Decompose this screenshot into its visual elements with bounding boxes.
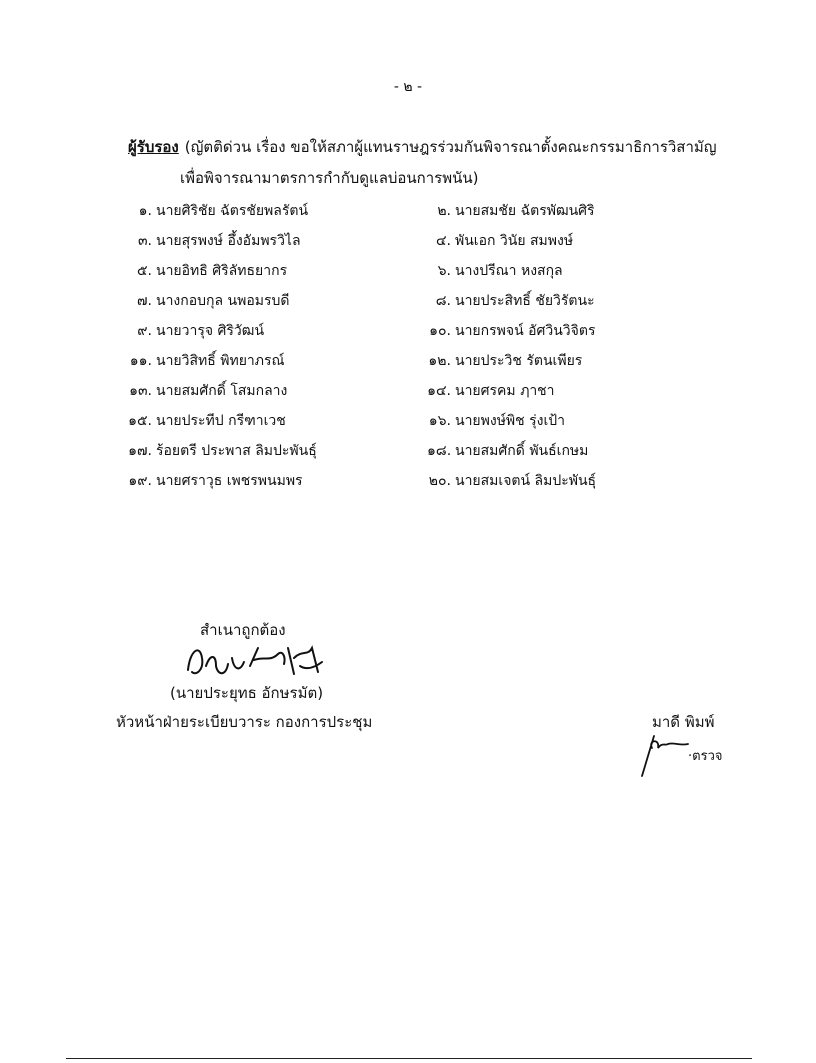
checked-text: ตรวจ — [692, 749, 723, 764]
signatory-row — [124, 196, 317, 226]
signatory-number: ๘. — [435, 293, 451, 309]
signatory-row — [124, 436, 317, 466]
signer-name: (นายประยุทธ อักษรมัต) — [170, 684, 324, 702]
signatory-row — [427, 466, 596, 496]
signatory-name: นายวารุจ ศิริวัฒน์ — [156, 323, 265, 339]
signatory-row — [427, 406, 596, 436]
certified-copy-label: สำเนาถูกต้อง — [200, 621, 286, 639]
signatory-name: นายประสิทธิ์ ชัยวิรัตนะ — [455, 293, 595, 309]
signatory-name: ร้อยตรี ประพาส ลิมปะพันธุ์ — [156, 443, 317, 459]
signatory-row — [427, 436, 596, 466]
signatory-name: พันเอก วินัย สมพงษ์ — [455, 233, 574, 249]
signatory-name: นายกรพจน์ อัศวินวิจิตร — [455, 323, 596, 339]
signatory-number: ๒๐. — [428, 473, 451, 489]
signatory-row — [124, 316, 317, 346]
signatory-row — [124, 256, 317, 286]
signatory-row — [124, 286, 317, 316]
signatory-row — [427, 226, 596, 256]
heading-label: ผู้รับรอง — [128, 138, 179, 156]
signatory-name: นางปรีณา หงสกุล — [455, 263, 563, 279]
signatory-name: นางกอบกุล นพอมรบดี — [156, 293, 290, 309]
signatory-row — [427, 376, 596, 406]
signatory-number: ๑๑. — [129, 353, 152, 369]
checked-label: ·ตรวจ — [688, 749, 723, 764]
signatory-row — [124, 406, 317, 436]
typist-note: มาดี พิมพ์ — [652, 713, 715, 731]
signatory-number: ๒. — [437, 203, 451, 219]
footer-rule — [66, 1058, 752, 1059]
signatory-number: ๑๒. — [428, 353, 451, 369]
signatory-row — [124, 466, 317, 496]
signatory-row — [427, 286, 596, 316]
signatory-name: นายสมเจตน์ ลิมปะพันธุ์ — [455, 473, 597, 489]
signatory-number: ๑๕. — [128, 413, 152, 429]
checker-initials — [632, 728, 692, 780]
heading-line-2: เพื่อพิจารณามาตรการกำกับดูแลบ่อนการพนัน) — [180, 169, 479, 187]
signatory-name: นายสุรพงษ์ อึ้งอัมพรวิไล — [156, 233, 301, 249]
signatory-number: ๑. — [138, 203, 152, 219]
signatory-number: ๑๔. — [427, 383, 451, 399]
signatory-number: ๑๙. — [128, 473, 152, 489]
heading-text-1: (ญัตติด่วน เรื่อง ขอให้สภาผู้แทนราษฎรร่วมกันพิจารณาตั้งคณะกรรมาธิการวิสามัญ — [184, 138, 717, 156]
signatory-name: นายศราวุธ เพชรพนมพร — [156, 473, 303, 489]
signer-title: หัวหน้าฝ่ายระเบียบวาระ กองการประชุม — [116, 713, 373, 731]
signatory-row — [124, 376, 317, 406]
signatory-name: นายพงษ์พิช รุ่งเป้า — [455, 413, 565, 429]
signatory-name: นายอิทธิ ศิริลัทธยากร — [156, 263, 288, 279]
signatory-name: นายประทีป กรีฑาเวช — [156, 413, 286, 429]
heading-line-1 — [128, 135, 717, 159]
signatory-number: ๑๗. — [128, 443, 152, 459]
signatory-row — [124, 346, 317, 376]
signatory-row — [427, 256, 596, 286]
signatory-number: ๓. — [137, 233, 152, 249]
signatory-name: นายวิสิทธิ์ พิทยาภรณ์ — [156, 353, 285, 369]
signatory-name: นายสมศักดิ์ พันธ์เกษม — [455, 443, 589, 459]
signatory-number: ๑๘. — [427, 443, 452, 459]
signatory-name: นายสมศักดิ์ โสมกลาง — [156, 383, 288, 399]
signatory-number: ๗. — [137, 293, 152, 309]
signatory-name: นายประวิช รัตนเพียร — [455, 353, 583, 369]
signatory-row — [427, 316, 596, 346]
page-number: - ๒ - — [393, 79, 423, 95]
signatory-number: ๙. — [137, 323, 152, 339]
signatory-name: นายศิริชัย ฉัตรชัยพลรัตน์ — [156, 203, 309, 219]
signatory-row — [427, 196, 596, 226]
signatory-row — [427, 346, 596, 376]
signatory-number: ๖. — [437, 263, 451, 279]
signatory-row — [124, 226, 317, 256]
signatory-number: ๑๐. — [429, 323, 451, 339]
signatory-name: นายศรคม ฦาชา — [455, 383, 555, 399]
handwritten-signature — [182, 636, 332, 684]
signatory-list-left — [124, 196, 317, 496]
signatory-name: นายสมชัย ฉัตรพัฒนศิริ — [455, 203, 595, 219]
signatory-number: ๑๓. — [129, 383, 152, 399]
signatory-number: ๕. — [136, 263, 152, 279]
signatory-number: ๑๖. — [428, 413, 451, 429]
signatory-list-right — [427, 196, 596, 496]
signatory-number: ๔. — [435, 233, 451, 249]
